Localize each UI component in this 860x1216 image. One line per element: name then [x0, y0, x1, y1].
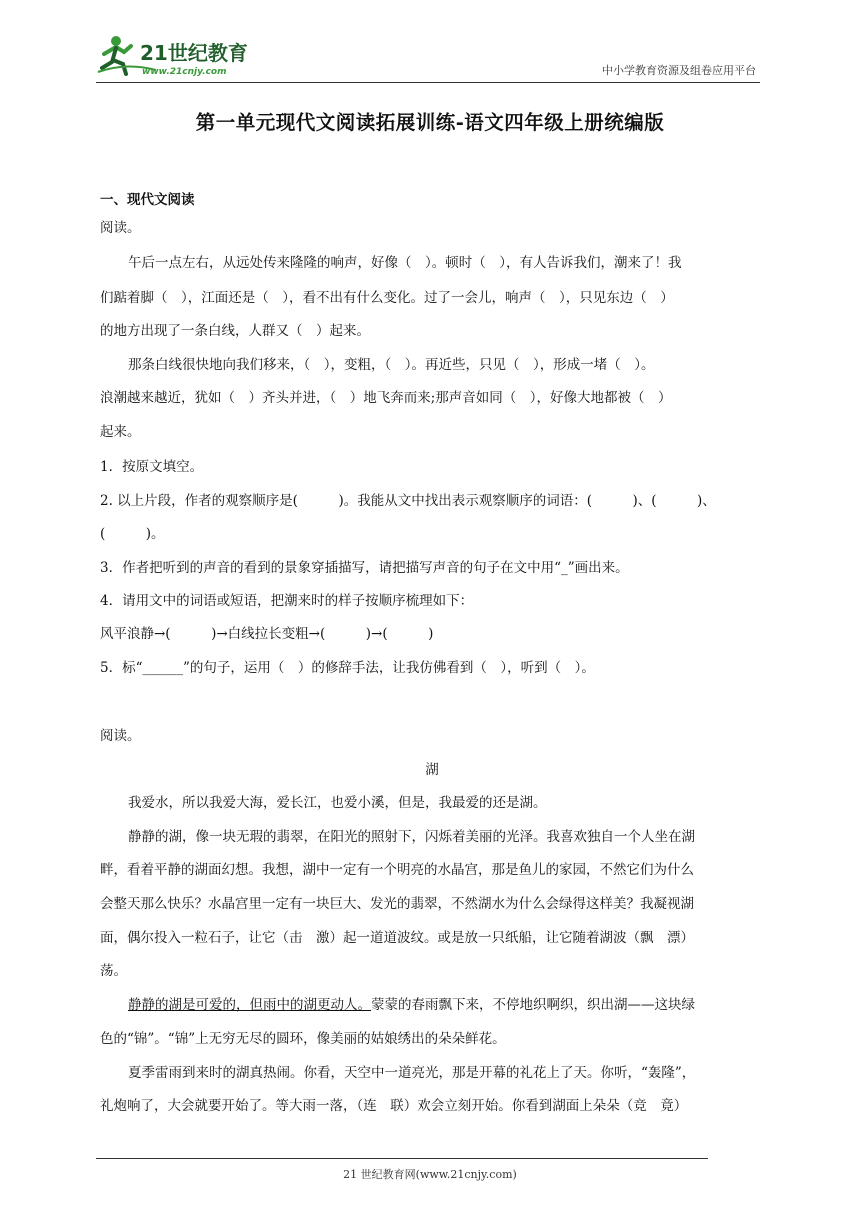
logo [96, 32, 266, 78]
question-2: 2. 以上片段，作者的观察顺序是( )。我能从文中找出表示观察顺序的词语：( )、( )、 [100, 493, 716, 509]
logo-url: www.21cnjy.com [142, 67, 227, 77]
underlined-sentence: 静静的湖是可爱的，但雨中的湖更动人。 [128, 997, 371, 1013]
logo-text: 21世纪教育 [140, 41, 248, 65]
passage1-line: 的地方出现了一条白线，人群又（ ）起来。 [100, 323, 370, 339]
passage2-line [100, 995, 695, 1015]
passage2-line: 夏季雷雨到来时的湖真热闹。你看，天空中一道亮光，那是开幕的礼花上了天。你听，“轰隆”， [128, 1065, 696, 1081]
question-1: 1．按原文填空。 [100, 459, 204, 475]
question-5: 5．标“______”的句子，运用（ ）的修辞手法，让我仿佛看到（ ），听到（ ）。 [100, 660, 595, 676]
passage1-line: 们踮着脚（ ），江面还是（ ），看不出有什么变化。过了一会儿，响声（ ），只见东边（ ） [100, 290, 674, 306]
question-4-flow: 风平浪静→( )→白线拉长变粗→( )→( ) [100, 626, 434, 642]
footer-text: 21 世纪教育网(www.21cnjy.com) [343, 1168, 517, 1181]
page-title: 第一单元现代文阅读拓展训练-语文四年级上册统编版 [195, 111, 665, 134]
question-2-cont: ( )。 [100, 526, 165, 542]
header-platform-text: 中小学教育资源及组卷应用平台 [602, 64, 756, 77]
footer-divider [96, 1158, 708, 1159]
passage2-line: 面，偶尔投入一粒石子，让它（击 激）起一道道波纹。或是放一只纸船，让它随着湖波（飘 漂） [100, 930, 694, 946]
poem-title: 湖 [425, 762, 439, 778]
passage2-line: 会整天那么快乐？水晶宫里一定有一块巨大、发光的翡翠，不然湖水为什么会绿得这样美？我凝视湖 [100, 896, 694, 912]
read-instruction: 阅读。 [100, 728, 141, 744]
passage1-line: 起来。 [100, 424, 141, 440]
runner-logo-icon [96, 32, 266, 78]
sentence-rest: 蒙蒙的春雨飘下来，不停地织啊织，织出湖——这块绿 [371, 997, 695, 1013]
question-3: 3．作者把听到的声音的看到的景象穿插描写，请把描写声音的句子在文中用“_”画出来。 [100, 560, 629, 576]
passage2-line: 静静的湖，像一块无瑕的翡翠，在阳光的照射下，闪烁着美丽的光泽。我喜欢独自一个人坐在湖 [128, 829, 695, 845]
passage2-line: 礼炮响了，大会就要开始了。等大雨一落，（连 联）欢会立刻开始。你看到湖面上朵朵（竞 竟） [100, 1098, 688, 1114]
read-instruction: 阅读。 [100, 220, 141, 236]
passage2-line: 荡。 [100, 963, 127, 979]
page-header [96, 30, 760, 83]
passage2-line: 色的“锦”。“锦”上无穷无尽的圆环，像美丽的姑娘绣出的朵朵鲜花。 [100, 1031, 506, 1047]
question-4: 4．请用文中的词语或短语，把潮来时的样子按顺序梳理如下： [100, 593, 474, 609]
passage2-line: 畔，看着平静的湖面幻想。我想，湖中一定有一个明亮的水晶宫，那是鱼儿的家园，不然它们为什么 [100, 862, 694, 878]
passage1-line: 那条白线很快地向我们移来，（ ），变粗，（ ）。再近些，只见（ ），形成一堵（ ）。 [128, 357, 655, 373]
passage1-line: 浪潮越来越近，犹如（ ）齐头并进，（ ）地飞奔而来;那声音如同（ ），好像大地都被（ ） [100, 390, 672, 406]
passage1-line: 午后一点左右，从远处传来隆隆的响声，好像（ ）。顿时（ ），有人告诉我们，潮来了！我 [128, 255, 682, 271]
section-heading: 一、现代文阅读 [100, 192, 195, 208]
passage2-line: 我爱水，所以我爱大海，爱长江，也爱小溪，但是，我最爱的还是湖。 [128, 795, 547, 811]
